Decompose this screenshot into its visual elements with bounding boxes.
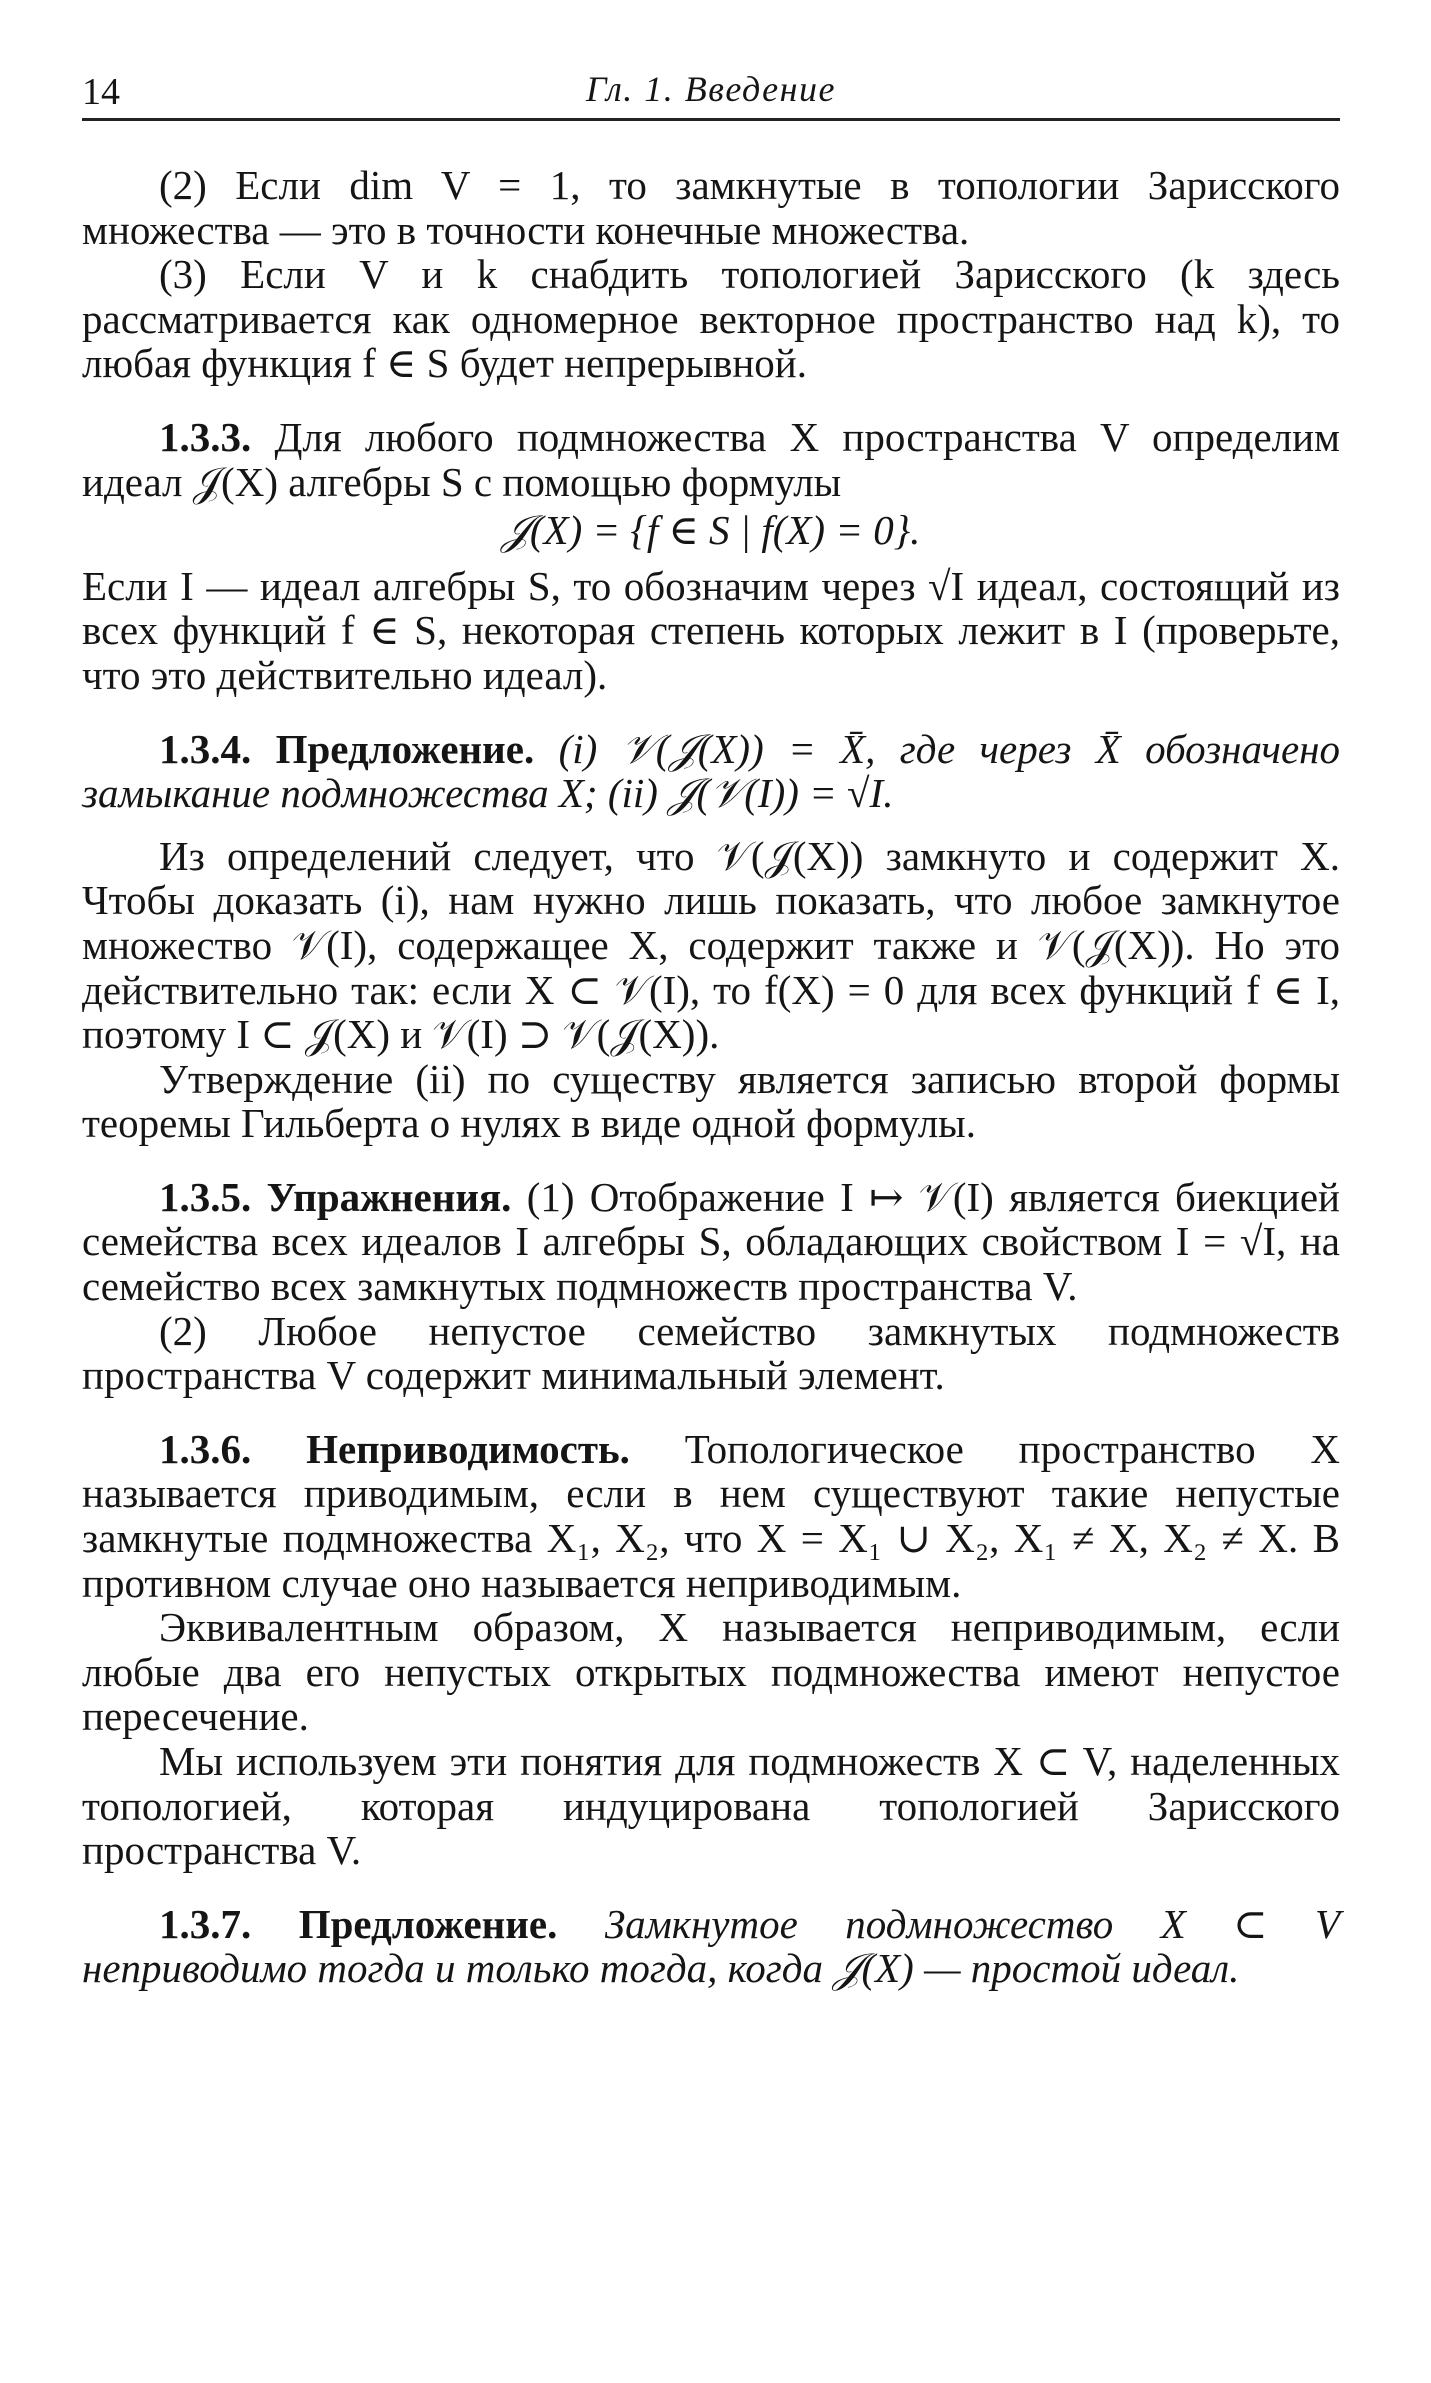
section-number: 1.3.3.: [159, 413, 275, 460]
section-1-3-6: [82, 1427, 1340, 1605]
section-1-3-5: [82, 1175, 1340, 1309]
paragraph-text: Утверждение (ii) по существу является записью второй формы теоремы Гильберта о нулях в виде одной формулы.: [82, 1055, 1340, 1147]
paragraph: [82, 1057, 1340, 1146]
section-number: 1.3.7.: [159, 1900, 299, 1947]
running-title: Гл. 1. Введение: [586, 69, 836, 109]
paragraph-text: (3) Если V и k снабдить топологией Зарисского (k здесь рассматривается как одномерное векторное пространство над k), то любая функция f ∈ S будет непрерывной.: [82, 251, 1340, 387]
paragraph: [82, 252, 1340, 386]
paragraph-text: (2) Если dim V = 1, то замкнутые в топологии Зарисского множества — это в точности конечные множества.: [82, 162, 1340, 253]
paragraph-text: Мы используем эти понятия для подмножеств X ⊂ V, наделенных топологией, которая индуцирована топологией Зарисского пространства V.: [82, 1738, 1340, 1874]
proposition-text: (i) 𝒱(𝒥(X)) = X̄, где через X̄ обозначено замыкание подмножества X; (ii) 𝒥(𝒱(I)) = √I.: [82, 725, 1341, 817]
section-number: 1.3.5.: [159, 1173, 267, 1220]
section-1-3-3: [82, 415, 1340, 504]
proposition-text: Замкнутое подмножество X ⊂ V неприводимо тогда и только тогда, когда 𝒥(X) — простой идеал.: [82, 1900, 1341, 1992]
paragraph: [82, 1309, 1340, 1398]
section-1-3-7: [82, 1902, 1340, 1991]
section-1-3-4: [82, 727, 1340, 816]
paragraph-text: Топологическое пространство X называется приводимым, если в нем существуют такие непустые замкнутые подмножества X₁, X₂, что X = X₁ ∪ X₂, X₁ ≠ X, X₂ ≠ X. В противном случае оно называется неприводимым.: [82, 1425, 1340, 1606]
section-heading: Предложение.: [275, 725, 559, 772]
header-rule: [82, 118, 1340, 121]
paragraph: [82, 163, 1340, 252]
paragraph: [82, 1605, 1340, 1739]
page-number: 14: [82, 71, 120, 113]
paragraph-text: (2) Любое непустое семейство замкнутых подмножеств пространства V содержит минимальный элемент.: [82, 1307, 1340, 1399]
page-body: [82, 163, 1340, 1991]
page-header: [82, 64, 1340, 116]
paragraph-text: Если I — идеал алгебры S, то обозначим через √I идеал, состоящий из всех функций f ∈ S, некоторая степень которых лежит в I (проверьте, что это действительно идеал).: [82, 562, 1340, 698]
section-number: 1.3.6.: [159, 1425, 307, 1472]
section-heading: Неприводимость.: [306, 1425, 685, 1472]
section-heading: Предложение.: [298, 1900, 605, 1947]
paragraph: [82, 834, 1340, 1057]
section-heading: Упражнения.: [266, 1173, 527, 1220]
display-formula: [82, 508, 1340, 553]
section-number: 1.3.4.: [159, 725, 276, 772]
paragraph-text: (1) Отображение I ↦ 𝒱(I) является биекцией семейства всех идеалов I алгебры S, обладающих свойством I = √I, на семейство всех замкнутых подмножеств пространства V.: [82, 1173, 1340, 1310]
paragraph-text: Из определений следует, что 𝒱(𝒥(X)) замкнуто и содержит X. Чтобы доказать (i), нам нужно лишь показать, что любое замкнутое множество 𝒱(I), содержащее X, содержит также и 𝒱(𝒥(X)). Но это действительно так: если X ⊂ 𝒱(I), то f(X) = 0 для всех функций f ∈ I, поэтому I ⊂ 𝒥(X) и 𝒱(I) ⊃ 𝒱(𝒥(X)).: [82, 832, 1340, 1058]
formula-text: 𝒥(X) = {f ∈ S | f(X) = 0}.: [501, 507, 921, 554]
paragraph: [82, 1739, 1340, 1873]
paragraph: [82, 564, 1340, 698]
paragraph-text: Для любого подмножества X пространства V определим идеал 𝒥(X) алгебры S с помощью формулы: [82, 413, 1341, 505]
paragraph-text: Эквивалентным образом, X называется неприводимым, если любые два его непустых открытых подмножества имеют непустое пересечение.: [82, 1604, 1340, 1740]
